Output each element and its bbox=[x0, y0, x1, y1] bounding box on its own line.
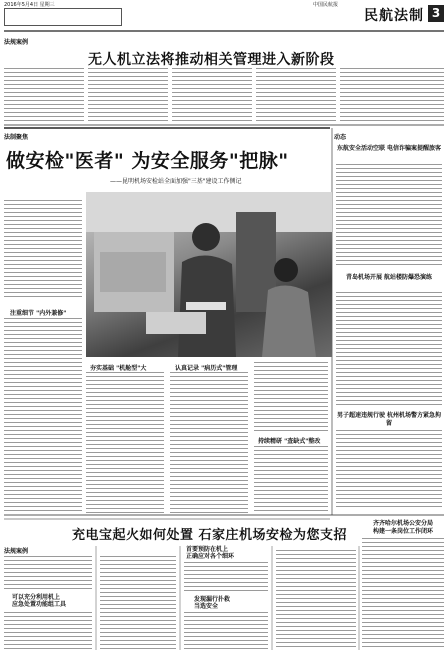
body-text bbox=[88, 68, 168, 122]
feature-subhead: 夯实基础 "机舱型"大 bbox=[90, 365, 147, 372]
right-item-title: 男子超速违规行驶 杭州机场警方紧急拘留 bbox=[336, 412, 442, 427]
right-item-title: 青岛机场开展 航站楼防爆恐演练 bbox=[345, 274, 433, 281]
body-text bbox=[336, 164, 442, 268]
body-text bbox=[254, 362, 328, 432]
body-text bbox=[336, 292, 442, 408]
feature-subhead: 认真记录 "病历式"管理 bbox=[175, 365, 238, 372]
body-text bbox=[4, 68, 84, 122]
feature-subtitle: ——昆明机场安检站全面加强"三基"建设工作侧记 bbox=[110, 178, 242, 185]
feature-photo bbox=[86, 192, 332, 357]
body-text bbox=[184, 562, 268, 592]
right-item-title: 齐齐哈尔机场公安分局 构建一条岗位工作闭环 bbox=[372, 520, 433, 535]
body-text bbox=[362, 538, 444, 650]
body-text bbox=[4, 200, 82, 300]
body-text bbox=[4, 318, 82, 514]
body-text bbox=[336, 430, 442, 510]
body-text bbox=[172, 68, 252, 122]
body-text bbox=[340, 68, 444, 122]
bottom-subhead: 首要预防在机上 正确应对各个细环 bbox=[186, 546, 235, 560]
page-label: 中国民航报 bbox=[313, 2, 339, 8]
bottom-subhead: 可以充分利用机上 应急处置功能组工具 bbox=[12, 594, 67, 608]
feature-subhead: 持续精研 "查缺式"整改 bbox=[258, 438, 321, 445]
feature-headline: 做安检"医者" 为安全服务"把脉" bbox=[6, 150, 289, 172]
security-checkpoint-photo bbox=[86, 192, 332, 357]
body-text bbox=[256, 68, 336, 122]
bottom-tag: 法规案例 bbox=[4, 548, 29, 555]
body-text bbox=[4, 612, 92, 650]
body-text bbox=[170, 372, 248, 514]
date-line: 2016年5月4日 星期三 bbox=[4, 2, 55, 8]
bottom-subhead: 发现漏行扑救 当选安全 bbox=[194, 596, 231, 610]
page-number: 3 bbox=[428, 5, 444, 22]
section-title: 民航法制 bbox=[364, 8, 424, 24]
right-item-title: 东航安全活动空联 电信诈骗案提醒旅客 bbox=[336, 145, 442, 152]
law-headline: 无人机立法将推动相关管理进入新阶段 bbox=[88, 52, 335, 68]
body-text bbox=[184, 612, 268, 650]
bottom-headline: 充电宝起火如何处置 石家庄机场安检为您支招 bbox=[72, 528, 348, 543]
right-column-tag: 动态 bbox=[334, 134, 347, 141]
body-text bbox=[100, 556, 176, 650]
body-text bbox=[276, 550, 356, 650]
feature-tag: 法制聚焦 bbox=[4, 134, 29, 141]
body-text bbox=[86, 372, 164, 514]
body-text bbox=[4, 556, 92, 590]
law-column-tag: 法规案例 bbox=[4, 39, 29, 46]
feature-subhead: 注重细节 "内外兼修" bbox=[10, 310, 67, 317]
body-text bbox=[254, 446, 328, 514]
